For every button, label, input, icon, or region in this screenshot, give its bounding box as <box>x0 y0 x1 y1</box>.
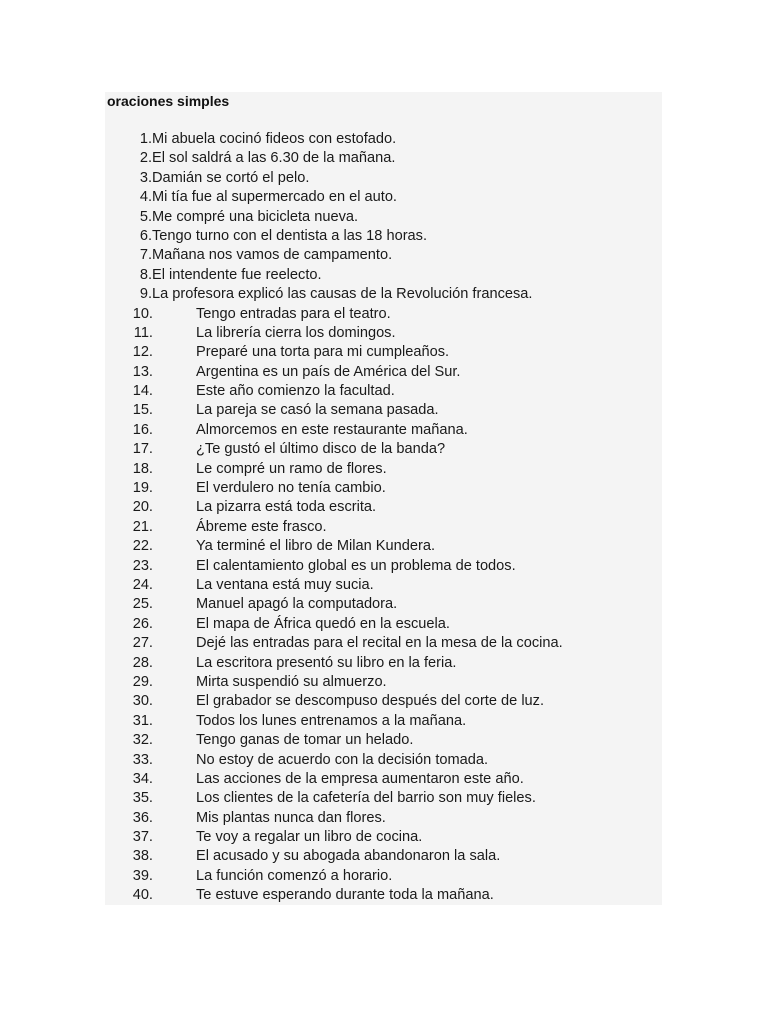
list-item-number-wrap <box>125 188 152 207</box>
list-item-number-wrap <box>125 169 152 188</box>
list-item-number: 34. <box>132 770 153 787</box>
list-item-text: Mis plantas nunca dan flores. <box>196 809 386 826</box>
list-item-number: 36. <box>132 809 153 826</box>
list-item-number: 27. <box>132 635 153 652</box>
list-item-number: 1. <box>139 131 152 147</box>
list-item-number-wrap <box>125 149 152 168</box>
list-item-number: 22. <box>132 538 153 555</box>
list-item-number-wrap <box>125 130 152 149</box>
list-item-text: Manuel apagó la computadora. <box>196 596 398 613</box>
list-item-number-wrap <box>127 518 153 537</box>
list-item-number: 7. <box>139 247 152 264</box>
list-item-number-wrap <box>125 227 152 246</box>
list-item-number-wrap <box>127 382 153 401</box>
list-item-text: El verdulero no tenía cambio. <box>196 480 386 497</box>
list-item-text: Mi abuela cocinó fideos con estofado. <box>152 131 397 147</box>
list-item-text: Dejé las entradas para el recital en la mesa de la cocina. <box>196 635 563 652</box>
list-item-text: El sol saldrá a las 6.30 de la mañana. <box>152 150 396 167</box>
list-item-number-wrap <box>127 789 153 808</box>
list-item-number-wrap <box>127 421 153 440</box>
document-block <box>105 92 662 905</box>
list-item-number: 10. <box>132 305 153 322</box>
list-item-number-wrap <box>127 324 153 343</box>
list-item-text: Le compré un ramo de flores. <box>196 460 387 477</box>
list-item-text: Mi tía fue al supermercado en el auto. <box>152 189 397 206</box>
list-item-text: El intendente fue reelecto. <box>152 266 322 283</box>
list-item-text: La librería cierra los domingos. <box>196 324 396 341</box>
list-item-number-wrap <box>127 576 153 595</box>
list-item-number: 26. <box>132 615 153 632</box>
list-item-text: Las acciones de la empresa aumentaron este año. <box>196 770 524 787</box>
list-item-number-wrap <box>127 828 153 847</box>
list-item-text: El acusado y su abogada abandonaron la sala. <box>196 848 501 865</box>
list-item-number: 25. <box>132 596 153 613</box>
list-item-text: Almorcemos en este restaurante mañana. <box>196 421 468 438</box>
list-item-number: 15. <box>132 402 153 419</box>
list-item-number: 23. <box>132 557 153 574</box>
list-item-text: La función comenzó a horario. <box>196 867 393 884</box>
list-item-number: 4. <box>139 189 152 206</box>
list-item-number: 40. <box>132 887 153 904</box>
list-item-number: 16. <box>132 421 153 438</box>
list-item-text: Damián se cortó el pelo. <box>152 169 310 186</box>
list-item-text: El grabador se descompuso después del corte de luz. <box>196 693 545 710</box>
list-item-number: 8. <box>139 266 152 283</box>
list-item-text: El mapa de África quedó en la escuela. <box>196 615 450 632</box>
list-item-number: 30. <box>132 693 153 710</box>
list-item-text: La profesora explicó las causas de la Revolución francesa. <box>152 286 533 303</box>
list-item-number-wrap <box>127 809 153 828</box>
list-item-number: 33. <box>132 751 153 768</box>
list-item-number-wrap <box>127 498 153 517</box>
list-item-number-wrap <box>127 731 153 750</box>
list-item-number-wrap <box>125 266 152 285</box>
list-item-text: Ábreme este frasco. <box>196 518 327 535</box>
list-item-number: 39. <box>132 867 153 884</box>
list-item-text: Tengo ganas de tomar un helado. <box>196 732 414 749</box>
list-item-number: 21. <box>132 518 153 535</box>
list-item-number: 6. <box>139 227 152 244</box>
list-item-text: El calentamiento global es un problema de todos. <box>196 557 516 574</box>
list-item-number-wrap <box>127 537 153 556</box>
list-item-text: Mañana nos vamos de campamento. <box>152 247 393 264</box>
list-item-text: Todos los lunes entrenamos a la mañana. <box>196 712 467 729</box>
list-item-number-wrap <box>127 363 153 382</box>
list-item-number-wrap <box>125 246 152 265</box>
list-item-number-wrap <box>127 479 153 498</box>
list-item-number-wrap <box>127 886 153 905</box>
list-item-text: La pizarra está toda escrita. <box>196 499 377 516</box>
document-title: oraciones simples <box>107 93 230 109</box>
list-item-number: 14. <box>132 383 153 400</box>
list-item-number: 20. <box>132 499 153 516</box>
list-item-text: Me compré una bicicleta nueva. <box>152 208 359 225</box>
list-item-number: 2. <box>139 150 152 167</box>
list-item-number: 3. <box>139 169 152 186</box>
list-item-number: 13. <box>132 363 153 380</box>
list-item-text: Este año comienzo la facultad. <box>196 383 395 400</box>
list-item-text: Te estuve esperando durante toda la mañana. <box>196 887 494 904</box>
list-item-number-wrap <box>127 634 153 653</box>
list-item-number-wrap <box>127 305 153 324</box>
list-item-number-wrap <box>127 867 153 886</box>
list-item-text: Te voy a regalar un libro de cocina. <box>196 829 423 846</box>
list-item-number: 19. <box>132 480 153 497</box>
list-item-number-wrap <box>127 751 153 770</box>
list-item-number: 28. <box>132 654 153 671</box>
list-item-number: 12. <box>132 344 153 361</box>
list-item-number-wrap <box>127 343 153 362</box>
list-item-text: La pareja se casó la semana pasada. <box>196 402 439 419</box>
list-item-number-wrap <box>125 285 152 304</box>
list-item-number-wrap <box>127 440 153 459</box>
list-item-number: 11. <box>133 324 153 341</box>
list-item-text: Tengo turno con el dentista a las 18 horas. <box>152 227 428 244</box>
list-item-number: 29. <box>132 673 153 690</box>
list-item-number-wrap <box>127 654 153 673</box>
list-item-text: Ya terminé el libro de Milan Kundera. <box>196 538 436 555</box>
list-item-number: 31. <box>132 712 153 729</box>
list-item-number: 35. <box>132 790 153 807</box>
list-item-text: Tengo entradas para el teatro. <box>196 305 391 322</box>
list-item-number: 24. <box>132 576 153 593</box>
list-item-number: 5. <box>139 208 152 225</box>
list-item-text: Preparé una torta para mi cumpleaños. <box>196 344 450 361</box>
list-item-number-wrap <box>127 712 153 731</box>
list-item-number: 18. <box>132 460 153 477</box>
list-item-number-wrap <box>127 595 153 614</box>
list-item-number-wrap <box>127 847 153 866</box>
list-item-number: 38. <box>132 848 153 865</box>
list-item-text: Argentina es un país de América del Sur. <box>196 363 461 380</box>
list-item-number-wrap <box>127 557 153 576</box>
list-item-number: 37. <box>132 829 153 846</box>
list-item-number-wrap <box>127 770 153 789</box>
list-item-text: La escritora presentó su libro en la feria. <box>196 654 457 671</box>
list-item-number-wrap <box>127 460 153 479</box>
list-item-text: No estoy de acuerdo con la decisión tomada. <box>196 751 489 768</box>
list-item-text: Mirta suspendió su almuerzo. <box>196 673 387 690</box>
list-item-text: La ventana está muy sucia. <box>196 576 374 593</box>
list-item-number-wrap <box>127 401 153 420</box>
list-item-number-wrap <box>127 615 153 634</box>
list-item-text: Los clientes de la cafetería del barrio son muy fieles. <box>196 790 536 807</box>
list-item-number: 32. <box>132 732 153 749</box>
list-item-number-wrap <box>127 692 153 711</box>
list-item-number-wrap <box>127 673 153 692</box>
list-item-number-wrap <box>125 208 152 227</box>
list-item-text: ¿Te gustó el último disco de la banda? <box>196 441 446 458</box>
list-item-number: 9. <box>139 286 152 303</box>
list-item-number: 17. <box>132 441 153 458</box>
